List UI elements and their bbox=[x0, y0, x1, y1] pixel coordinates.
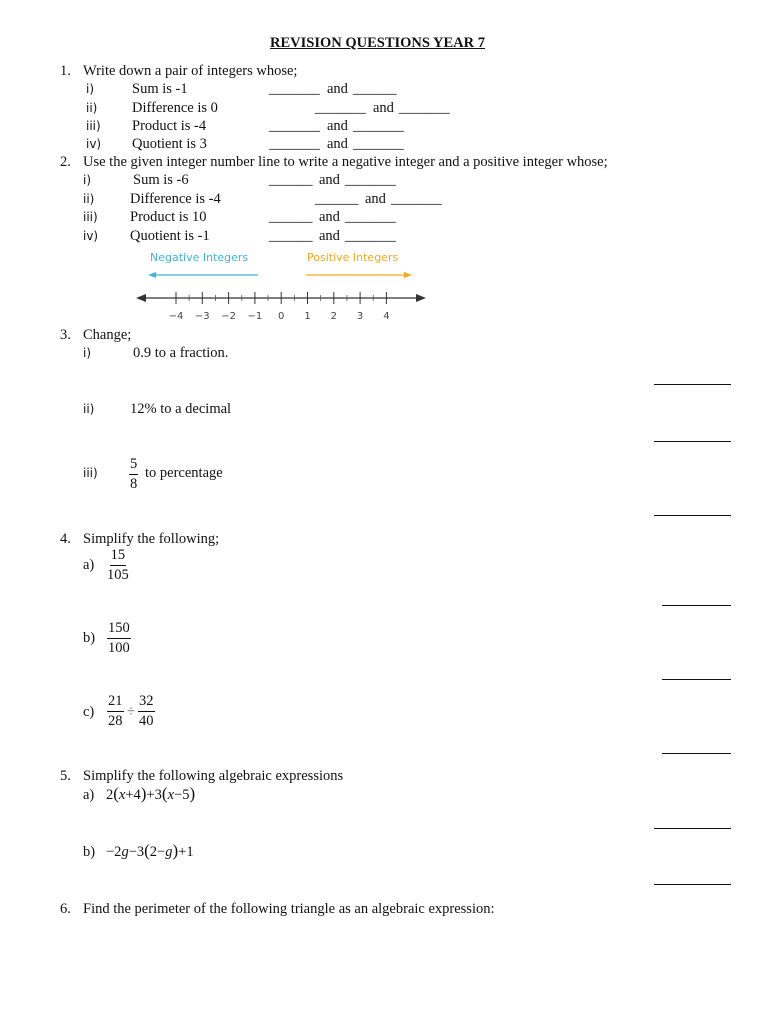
q1-item-label: iii) bbox=[86, 119, 101, 133]
and-word: and bbox=[319, 209, 340, 225]
tick-label: 3 bbox=[356, 311, 364, 322]
page-title: REVISION QUESTIONS YEAR 7 bbox=[270, 35, 486, 51]
q5-item-label: a) bbox=[83, 787, 95, 803]
q4-number: 4. bbox=[60, 531, 71, 547]
fraction bbox=[107, 548, 129, 582]
q3-number: 3. bbox=[60, 327, 71, 343]
q1-number: 1. bbox=[60, 63, 71, 79]
answer-blank[interactable]: _______ bbox=[269, 81, 320, 97]
denominator: 8 bbox=[130, 475, 138, 492]
answer-blank[interactable]: _______ bbox=[315, 100, 366, 116]
numerator: 15 bbox=[110, 548, 127, 566]
q5-text: Simplify the following algebraic expressions bbox=[83, 768, 344, 784]
answer-blank[interactable]: _______ bbox=[345, 228, 396, 244]
q5-number: 5. bbox=[60, 768, 71, 784]
q2-item-label: iii) bbox=[83, 210, 98, 224]
tick-label: −2 bbox=[221, 311, 236, 322]
tick-label: −3 bbox=[194, 311, 210, 322]
answer-blank[interactable]: _______ bbox=[269, 136, 320, 152]
q4-item-label: b) bbox=[83, 630, 96, 646]
answer-blank[interactable]: ______ bbox=[269, 209, 313, 225]
q1-item-text: Difference is 0 bbox=[132, 100, 218, 116]
fraction bbox=[107, 621, 131, 655]
answer-blank[interactable]: _______ bbox=[345, 209, 396, 225]
divide-sign: ÷ bbox=[127, 704, 135, 720]
right-arrowhead-icon bbox=[416, 294, 426, 302]
and-word: and bbox=[327, 81, 348, 97]
negative-arrowhead-icon bbox=[148, 272, 156, 278]
answer-blank[interactable]: _______ bbox=[269, 118, 320, 134]
q2-item-text: Difference is -4 bbox=[130, 191, 221, 207]
q1-item-label: iv) bbox=[86, 137, 102, 151]
integer-number-line bbox=[132, 248, 432, 328]
and-word: and bbox=[319, 228, 340, 244]
denominator: 100 bbox=[108, 639, 130, 656]
numerator: 150 bbox=[107, 621, 131, 639]
q5-item-label: b) bbox=[83, 844, 96, 860]
positive-arrowhead-icon bbox=[404, 272, 412, 278]
tick-label: −1 bbox=[247, 311, 263, 322]
positive-integers-label: Positive Integers bbox=[307, 251, 399, 264]
fraction bbox=[107, 694, 124, 728]
q4-item-label: c) bbox=[83, 704, 95, 720]
answer-line[interactable] bbox=[662, 605, 731, 606]
q2-text: Use the given integer number line to write a negative integer and a positive integer whose; bbox=[83, 154, 608, 170]
tick-label: 0 bbox=[278, 311, 285, 322]
and-word: and bbox=[373, 100, 394, 116]
algebraic-expression: −2g−3(2−g)+1 bbox=[106, 841, 194, 860]
q2-item-text: Product is 10 bbox=[130, 209, 207, 225]
q3-item-text: 12% to a decimal bbox=[130, 401, 232, 417]
q2-item-label: ii) bbox=[83, 192, 95, 206]
answer-line[interactable] bbox=[654, 441, 731, 442]
answer-blank[interactable]: _______ bbox=[391, 191, 442, 207]
answer-blank[interactable]: ______ bbox=[269, 172, 313, 188]
and-word: and bbox=[327, 136, 348, 152]
q3-item-label: ii) bbox=[83, 402, 95, 416]
q3-text: Change; bbox=[83, 327, 132, 343]
denominator: 28 bbox=[108, 712, 123, 729]
q2-number: 2. bbox=[60, 154, 71, 170]
numerator: 21 bbox=[107, 694, 124, 712]
answer-blank[interactable]: _______ bbox=[353, 118, 404, 134]
q4-text: Simplify the following; bbox=[83, 531, 220, 547]
q1-text: Write down a pair of integers whose; bbox=[83, 63, 298, 79]
q1-item-text: Quotient is 3 bbox=[132, 136, 207, 152]
and-word: and bbox=[327, 118, 348, 134]
fraction bbox=[129, 457, 138, 491]
answer-blank[interactable]: ______ bbox=[353, 81, 397, 97]
and-word: and bbox=[365, 191, 386, 207]
numerator: 5 bbox=[129, 457, 138, 475]
answer-blank[interactable]: _______ bbox=[353, 136, 404, 152]
q1-item-label: ii) bbox=[86, 101, 98, 115]
negative-integers-label: Negative Integers bbox=[150, 251, 249, 264]
tick-label: 1 bbox=[304, 311, 311, 322]
left-arrowhead-icon bbox=[136, 294, 146, 302]
q6-text: Find the perimeter of the following triangle as an algebraic expression: bbox=[83, 901, 495, 917]
answer-blank[interactable]: _______ bbox=[399, 100, 450, 116]
answer-blank[interactable]: _______ bbox=[345, 172, 396, 188]
fraction bbox=[138, 694, 155, 728]
q1-item-text: Sum is -1 bbox=[132, 81, 188, 97]
q1-item-label: i) bbox=[86, 82, 95, 96]
q2-item-text: Quotient is -1 bbox=[130, 228, 210, 244]
answer-line[interactable] bbox=[654, 884, 731, 885]
answer-line[interactable] bbox=[662, 679, 731, 680]
q4-item-label: a) bbox=[83, 557, 95, 573]
q3-item-label: i) bbox=[83, 346, 92, 360]
denominator: 105 bbox=[107, 566, 129, 583]
q3-item-label: iii) bbox=[83, 466, 98, 480]
tick-label: 2 bbox=[330, 311, 337, 322]
q2-item-label: iv) bbox=[83, 229, 99, 243]
q3-item-text: to percentage bbox=[145, 465, 223, 481]
algebraic-expression: 2(x+4)+3(x−5) bbox=[106, 784, 196, 803]
q2-item-label: i) bbox=[83, 173, 92, 187]
and-word: and bbox=[319, 172, 340, 188]
tick-label: −4 bbox=[168, 311, 184, 322]
answer-blank[interactable]: ______ bbox=[269, 228, 313, 244]
q2-item-text: Sum is -6 bbox=[133, 172, 189, 188]
answer-line[interactable] bbox=[662, 753, 731, 754]
q6-number: 6. bbox=[60, 901, 71, 917]
answer-blank[interactable]: ______ bbox=[315, 191, 359, 207]
answer-line[interactable] bbox=[654, 384, 731, 385]
q3-item-text: 0.9 to a fraction. bbox=[133, 345, 229, 361]
tick-label: 4 bbox=[383, 311, 390, 322]
answer-line[interactable] bbox=[654, 515, 731, 516]
q1-item-text: Product is -4 bbox=[132, 118, 207, 134]
denominator: 40 bbox=[139, 712, 154, 729]
numerator: 32 bbox=[138, 694, 155, 712]
answer-line[interactable] bbox=[654, 828, 731, 829]
